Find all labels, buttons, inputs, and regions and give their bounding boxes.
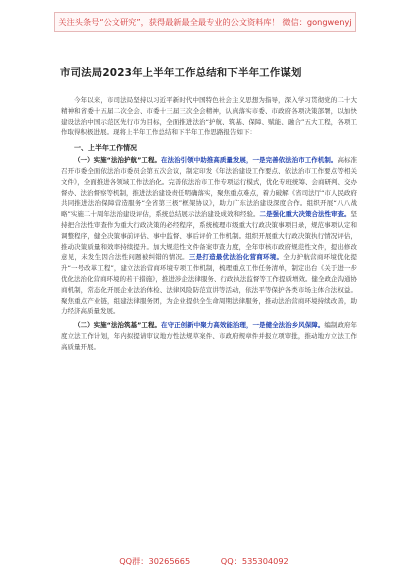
item-1-emphasis: 在法治引领中助推高质量发展，一是完善依法治市工作机制。 xyxy=(161,156,338,165)
document-title: 市司法局2023年上半年工作总结和下半年工作谋划 xyxy=(60,67,302,79)
section-heading-1: 一、上半年工作情况 xyxy=(74,144,137,153)
item-3-text: 全力护航营商环境优化提升“一号改革工程”，建立法治营商环境专项工作机制，梳理重点工作任务清单，制定出台《关于进一步优化法治化营商环境的若干措施》，推进涉企法律服务、行政执法监督等工作提质增效。健全政企沟通协商机制，常态化开展企业法治体检、法律风险防范宣讲等活动，依法平等保护各类市场主体合法权益。聚焦重点产业链，组建法律服务团，为企业提供全生命周期法律服务，推动法治营商环境持续改善，助力经济高质量发展。 xyxy=(61,253,357,316)
qq-group-label[interactable]: QQ群：30265665 xyxy=(119,556,191,566)
paragraph-item-1 xyxy=(61,155,357,317)
item-2-emphasis: 二是强化重大决策合法性审查。 xyxy=(259,210,351,219)
item-1-lead: （一）实施“法治护航”工程。 xyxy=(74,156,162,165)
item-4-lead: （二）实施“法治筑基”工程。 xyxy=(74,321,162,330)
item-4-emphasis: 在守正创新中聚力高效能治理，一是健全法治乡风保障。 xyxy=(161,321,325,330)
item-3-emphasis: 三是打造最优法治化营商环境。 xyxy=(188,253,284,262)
promo-banner[interactable]: 关注头条号“公文研究”，获得最新最全最专业的公文资料库！ 微信：gongwenyj xyxy=(54,12,356,32)
intro-paragraph: 今年以来，市司法局坚持以习近平新时代中国特色社会主义思想为指导，深入学习贯彻党的二十大精神和省委十五届二次全会、市委十三届三次全会精神，认真落实市委、市政府各项决策部署，以加快建设法治中国示范区先行市为目标，全面推进法治“护航、筑基、保障、赋能、融合”五大工程，各项工作取得积极进展。现将上半年工作总结和下半年工作思路报告如下： xyxy=(61,96,357,137)
document-body xyxy=(61,95,357,550)
item-4-text: 编制政府年度立法工作计划，年内拟提请审议地方性法规草案件、市政府规章件并报立项审批，推动地方立法工作高质量开展。 xyxy=(61,321,357,351)
item-1-text: 高标准召开市委全面依法治市委员会第五次会议，制定印发《年法治建设工作要点、依法治市工作要点等相关文件》，全面推进各领域工作法治化。完善依法治市工作专项运行模式，优化专班统筹、会商研判、交办督办、法治督察等机制，推进法治建设责任明确落实，聚焦重点难点，着力破解《省司法厅“市人民政府共同推进法治保障营造服务“全省第三极”框架协议》，助力广东法治建设深度合作。组织开展“八八战略”实施二十周年法治建设评估，系统总结展示法治建设成效和经验。 xyxy=(61,156,357,219)
contact-footer xyxy=(0,556,408,570)
paragraph-item-2 xyxy=(61,320,357,352)
item-2-text: 坚持把合法性审查作为重大行政决策的必经程序，系统梳理市级重大行政决策事项目录，规范事项认定和调整程序，健全决策事前评估、事中监督、事后评价工作机制。组织开展重大行政决策执行情况评估，推动决策质量和效率持续提升。加大规范性文件备案审查力度，全年审核市政府规范性文件，提出修改意见，未发生因合法性问题被纠错的情况。 xyxy=(61,210,357,262)
qq-label[interactable]: QQ：535304092 xyxy=(220,556,289,566)
